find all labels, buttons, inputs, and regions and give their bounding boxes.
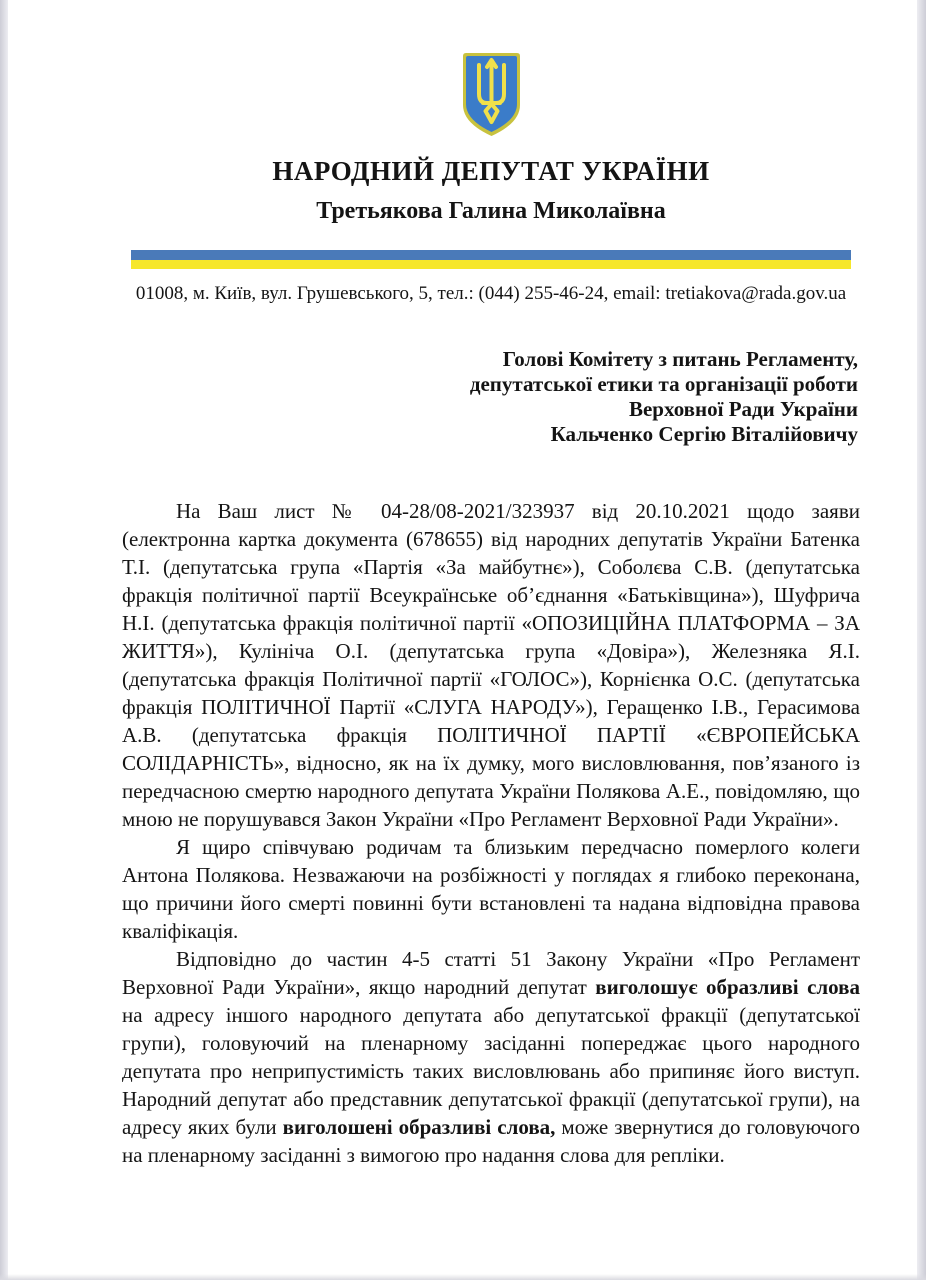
letter-body (122, 497, 860, 1169)
recipient-line: Голові Комітету з питань Регламенту, (502, 347, 858, 371)
recipient-line: Кальченко Сергію Віталійовичу (550, 422, 858, 446)
flag-stripe-blue (131, 250, 851, 260)
body-text: Я щиро співчуваю родичам та близьким передчасно померлого колеги Антона Полякова. Незважаючи на розбіжності у поглядах я глибоко переконана, що причини його смерті повинні бути встановлені та надана відповідна правова кваліфікація. (122, 835, 860, 943)
recipient-line: депутатської етики та організації роботи (469, 372, 858, 396)
page-edge-right (917, 0, 926, 1280)
body-text: на адресу іншого народного депутата або депутатської фракції (депутатської групи), головуючий на пленарному засіданні попереджає цього народного депутата про неприпустимість таких висловлювань або припиняє його виступ. Народний депутат або представник депутатської фракції (депутатської групи), на адресу яких були (122, 1003, 860, 1139)
body-text: може звернутися до головуючого на пленарному засіданні з вимогою про надання слова для репліки. (122, 1115, 860, 1167)
recipient-block (122, 347, 860, 447)
letterhead-deputy-name: Третьякова Галина Миколаївна (316, 198, 666, 224)
body-paragraph (122, 833, 860, 945)
ukraine-trident-emblem (462, 52, 521, 137)
letter-content (122, 0, 860, 1169)
flag-stripe (131, 250, 851, 269)
body-text: Відповідно до частин 4-5 статті 51 Закону України «Про Регламент Верховної Ради України», якщо народний депутат (122, 947, 860, 999)
body-paragraph (122, 497, 860, 833)
body-text: На Ваш лист № 04-28/08-2021/323937 від 20.10.2021 щодо заяви (електронна картка документа (678655) від народних депутатів України Батенка Т.І. (депутатська група «Партія «За майбутнє»), Соболєва С.В. (депутатська фракція політичної партії Всеукраїнське об’єднання «Батьківщина»), Шуфрича Н.І. (депутатська фракція політичної партії «ОПОЗИЦІЙНА ПЛАТФОРМА – ЗА ЖИТТЯ»), Кулініча О.І. (депутатська група «Довіра»), Железняка Я.І. (депутатська фракція Політичної партії «ГОЛОС»), Корнієнка О.С. (депутатська фракція ПОЛІТИЧНОЇ Партії «СЛУГА НАРОДУ»), Геращенко І.В., Герасимова А.В. (депутатська фракція ПОЛІТИЧНОЇ ПАРТІЇ «ЄВРОПЕЙСЬКА СОЛІДАРНІСТЬ», відносно, як на їх думку, мого висловлювання, пов’язаного із передчасною смертю народного депутата України Полякова А.Е., повідомляю, що мною не порушувався Закон України «Про Регламент Верховної Ради України». (122, 499, 860, 831)
body-text-bold: виголошені образливі слова, (282, 1115, 556, 1139)
page-edge-left (0, 0, 8, 1280)
body-paragraph (122, 945, 860, 1169)
flag-stripe-yellow (131, 260, 851, 269)
page-edge-bottom (0, 1274, 926, 1280)
recipient-line: Верховної Ради України (628, 397, 858, 421)
letterhead-address: 01008, м. Київ, вул. Грушевського, 5, тел.: (044) 255-46-24, email: tretiakova@rada.gov.ua (135, 283, 847, 304)
emblem-container (122, 0, 860, 142)
letterhead-title: НАРОДНИЙ ДЕПУТАТ УКРАЇНИ (272, 156, 710, 186)
body-text-bold: виголошує образливі слова (595, 975, 860, 999)
